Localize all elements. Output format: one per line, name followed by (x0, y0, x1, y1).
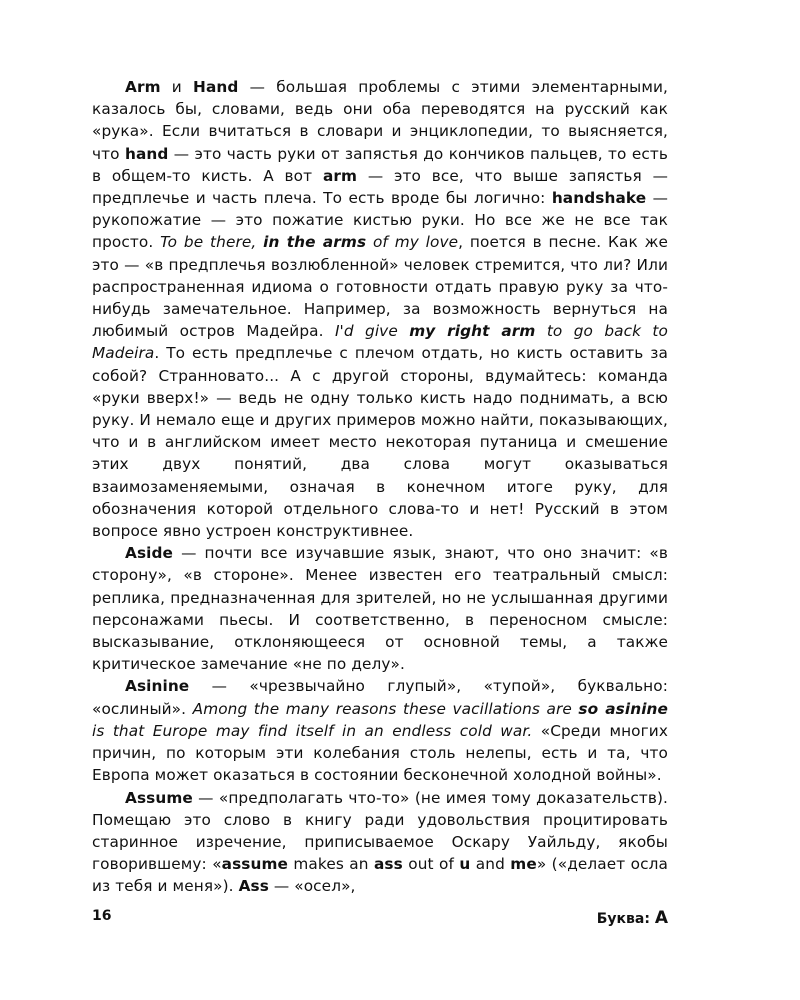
entry-asinine-run: Among the many reasons these vacillations are (192, 699, 579, 718)
entry-arm-hand-run: in the arms (263, 233, 367, 252)
entry-asinine-run: is that Europe may find itself in an endless cold war. (92, 721, 533, 740)
entry-arm-hand-run: of my love (366, 233, 459, 252)
entry-arm-hand-run: — это все, что выше запястья — предплечье и часть плеча. То есть вроде бы логично: (92, 166, 668, 208)
entry-arm-hand-run: handshake (551, 189, 647, 208)
entry-arm-hand-run: I'd give (334, 322, 410, 341)
entry-asinine-run: — «чрезвычайно глупый», «тупой», буквально: «ослиный». (92, 677, 668, 718)
entry-assume-run: — «предполагать что-то» (не имея тому доказательств). Помещаю это слово в книгу ради удовольствия процитировать старинное изречение, приписываемое Оскару Уайльду, якобы говорившему: « (92, 788, 668, 874)
entry-aside-run: — почти все изучавшие язык, знают, что оно значит: «в сторону», «в стороне». Менее известен его театральный смысл: реплика, предназначенная для зрителей, но не услышанная другими персонажами пьесы. И соответственно, в переносном смысле: высказывание, отклоняющееся от основной темы, а также критическое замечание «не по делу». (92, 544, 668, 674)
entry-arm-hand-run: hand (124, 144, 169, 163)
entry-assume-run: u (459, 855, 471, 874)
main-text (92, 76, 668, 898)
entry-arm-hand-run: — рукопожатие — это пожатие кистью руки. Но все же не все так просто. (92, 189, 668, 252)
entry-arm-hand-run: arm (322, 166, 358, 185)
entry-asinine-run: «Среди многих причин, по которым эти колебания столь нелепы, есть и та, что Европа может оказаться в состоянии бесконечной холодной войны». (92, 721, 668, 785)
entry-arm-hand-run: Arm (125, 78, 161, 96)
entry-arm-hand-run: Hand (193, 78, 239, 96)
entry-arm-hand-run: . То есть предплечье с плечом отдать, но кисть оставить за собой? Странновато... А с другой стороны, вдумайтесь: команда «руки вверх!» — ведь не одну только кисть надо поднимать, а всю руку. И немало еще и других примеров можно найти, показывающих, что и в английском имеет место некоторая путаница и смешение этих двух понятий, два слова могут оказываться взаимозаменяемыми, означая в конечном итоге руку, для обозначения которой отдельного слова-то и нет! Русский в этом вопросе явно устроен конструктивнее. (92, 344, 668, 541)
entry-arm-hand-run: my right arm (409, 322, 536, 341)
entry-arm-hand-run: и (160, 78, 194, 96)
page-number: 16 (92, 908, 112, 924)
running-head-letter: A (654, 908, 668, 928)
entry-aside-run: Aside (125, 544, 174, 563)
entry-assume-run: ass (374, 855, 403, 874)
entry-asinine-run: so asinine (578, 699, 669, 718)
entry-arm-hand-run: , поется в песне. Как же это — «в предплечья возлюбленной» человек стремится, что ли? Или распространенная идиома о готовности отдать правую руку за что-нибудь замечательное. Например, за возможность вернуться на любимый остров Мадейра. (92, 233, 668, 341)
entry-assume-run: — «осел», (268, 877, 356, 896)
entry-arm-hand-run: to go back to Madeira (92, 322, 668, 363)
page-footer (92, 906, 668, 930)
entry-assume-run: assume (221, 855, 289, 874)
entry-assume-run: Assume (125, 788, 193, 807)
entry-assume-run: me (510, 855, 537, 874)
entry-assume (92, 787, 668, 898)
entry-assume-run: makes an (288, 855, 374, 874)
entry-arm-hand-run: — это часть руки от запястья до кончиков пальцев, то есть в общем-то кисть. А вот (92, 144, 668, 185)
entry-asinine-run: Asinine (125, 677, 190, 696)
entry-assume-run: out of (402, 855, 460, 874)
entry-asinine (92, 675, 668, 786)
entry-assume-run: and (470, 855, 511, 874)
running-head-label: Буква: (596, 911, 655, 927)
entry-assume-run: Ass (238, 877, 269, 896)
entry-arm-hand-run: — большая проблемы с этими элементарными, казалось бы, словами, ведь они оба переводятся на русский как «рука». Если вчитаться в словари и энциклопедии, то выясняется, что (92, 78, 669, 163)
entry-arm-hand (92, 76, 668, 542)
entry-aside (92, 542, 668, 675)
entry-assume-run: » («делает осла из тебя и меня»). (92, 855, 669, 896)
running-head (597, 908, 668, 928)
entry-arm-hand-run: To be there, (160, 233, 264, 252)
